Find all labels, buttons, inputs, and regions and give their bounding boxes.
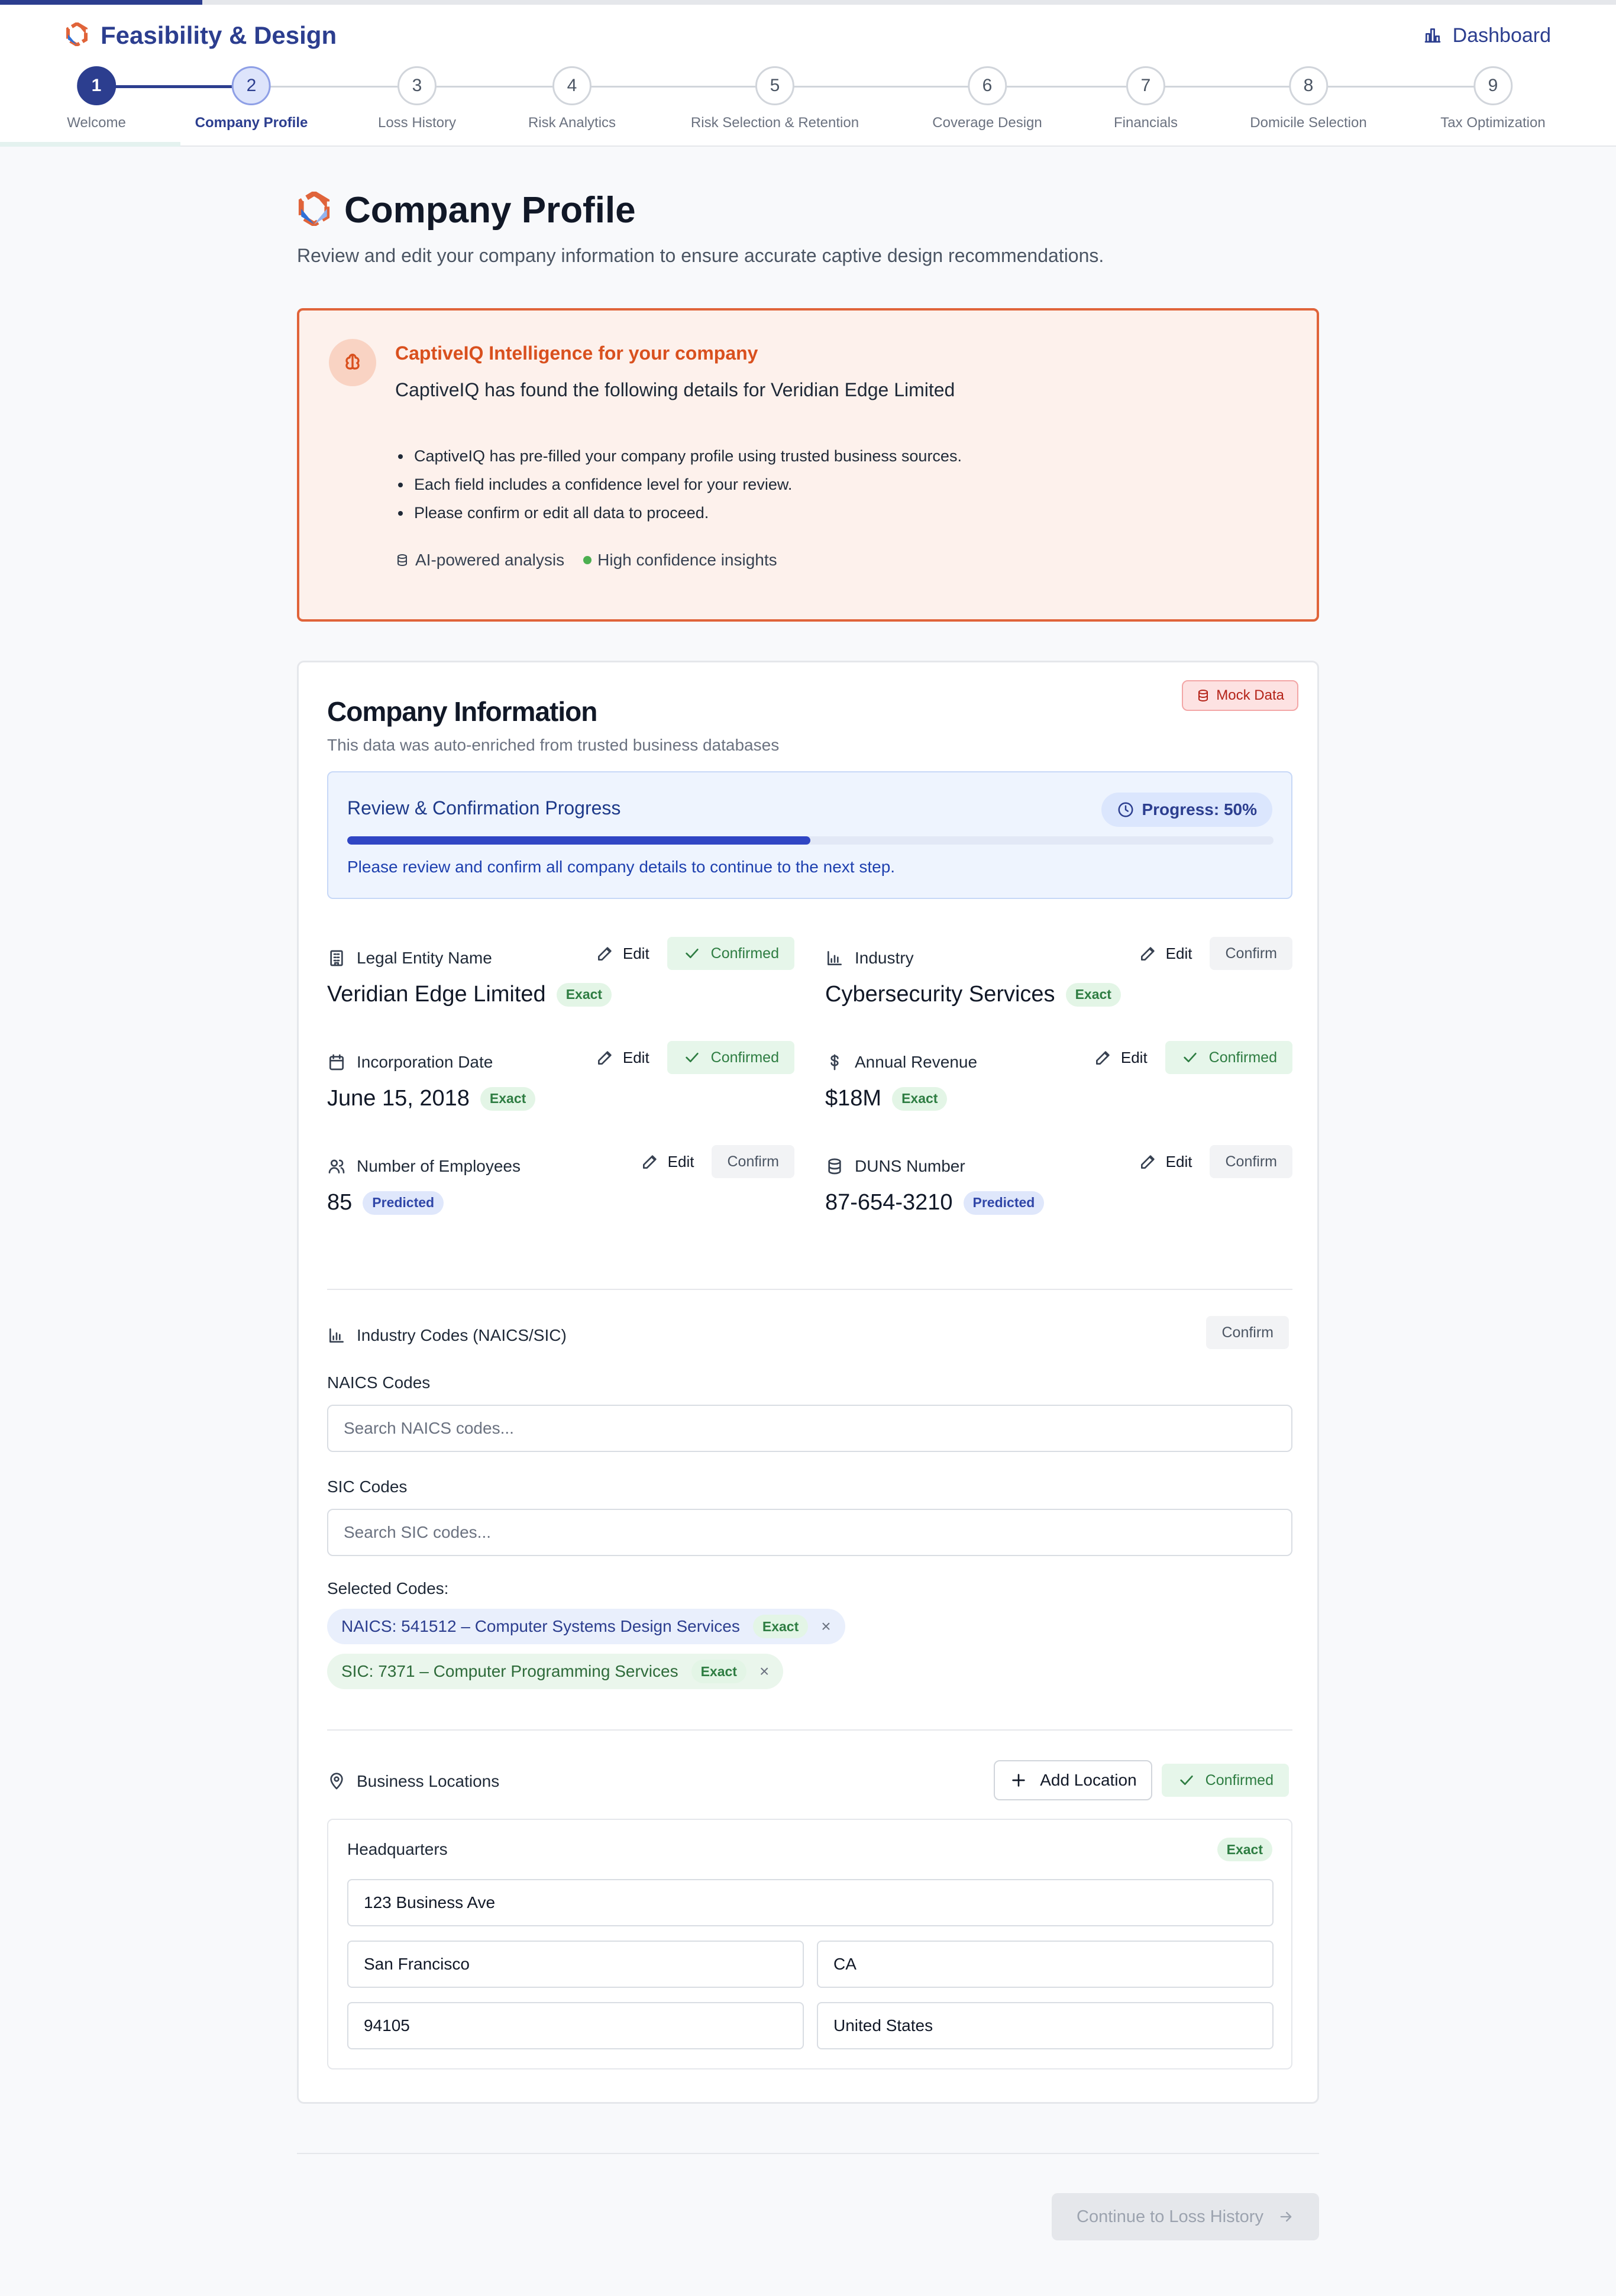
- confirmed-label: Confirmed: [710, 1049, 779, 1066]
- database-icon: [825, 1157, 844, 1176]
- field-actions: [1085, 1041, 1292, 1074]
- ai-analysis-meta: [395, 551, 564, 570]
- selected-codes-label: Selected Codes:: [327, 1579, 449, 1598]
- step-label: Risk Analytics: [528, 115, 616, 131]
- field-label-row: [327, 1157, 521, 1176]
- page-subtitle: Review and edit your company information to ensure accurate captive design recommendations.: [297, 245, 1104, 266]
- confirmed-label: Confirmed: [1208, 1049, 1277, 1066]
- edit-label: Edit: [622, 1048, 649, 1066]
- ai-bullets: [412, 442, 962, 527]
- step-number: 8: [1289, 66, 1328, 105]
- confirmed-label: Confirmed: [710, 945, 779, 962]
- company-info-card: [297, 661, 1319, 2104]
- sic-label: SIC Codes: [327, 1477, 408, 1496]
- field-actions: [1130, 1145, 1292, 1178]
- step-label: Financials: [1113, 115, 1178, 131]
- pencil-icon: [1139, 944, 1158, 963]
- field-value-row: [327, 1086, 535, 1111]
- country-field[interactable]: [817, 2002, 1274, 2049]
- confirmed-badge: [1162, 1764, 1289, 1797]
- clock-icon: [1117, 801, 1135, 819]
- bar-chart-icon: [327, 1326, 346, 1345]
- confidence-tag: Exact: [753, 1615, 808, 1638]
- ai-subheading: CaptiveIQ has found the following details for Veridian Edge Limited: [395, 379, 955, 400]
- plus-icon: [1009, 1771, 1028, 1790]
- step-coverage-design[interactable]: [932, 66, 1042, 131]
- step-number: 4: [552, 66, 592, 105]
- pencil-icon: [596, 944, 615, 963]
- progress-pill-label: Progress: 50%: [1142, 800, 1257, 819]
- section-subtitle: This data was auto-enriched from trusted business databases: [327, 736, 780, 754]
- edit-button[interactable]: [1130, 1145, 1201, 1178]
- confidence-tag: Predicted: [363, 1191, 444, 1215]
- field-label-row: [825, 949, 914, 968]
- field-actions: [587, 1041, 794, 1074]
- naics-search-input[interactable]: [327, 1405, 1292, 1452]
- step-financials[interactable]: [1114, 66, 1178, 131]
- list-item: • CaptiveIQ has pre-filled your company profile using trusted business sources.: [412, 442, 962, 470]
- step-indicator-bar: [0, 142, 180, 147]
- main-content: [297, 183, 1319, 2104]
- map-pin-icon: [327, 1772, 346, 1791]
- field-label: Incorporation Date: [357, 1053, 493, 1071]
- confidence-tag: Exact: [557, 983, 612, 1007]
- confidence-meta: [583, 551, 777, 570]
- field-value: $18M: [825, 1086, 882, 1111]
- progress-bar: [347, 836, 1274, 845]
- check-icon: [683, 944, 702, 963]
- sic-code-chip: [327, 1654, 783, 1689]
- field-value: Cybersecurity Services: [825, 982, 1055, 1007]
- headquarters-card: [327, 1819, 1292, 2069]
- field-actions: [1130, 937, 1292, 970]
- locations-actions: [994, 1760, 1289, 1800]
- field-label-row: [327, 949, 492, 968]
- list-item: • Please confirm or edit all data to proceed.: [412, 499, 962, 527]
- step-number: 3: [397, 66, 437, 105]
- field-label: Legal Entity Name: [357, 949, 492, 967]
- step-domicile-selection[interactable]: [1250, 66, 1366, 131]
- database-icon: [1196, 688, 1210, 703]
- field-label: Number of Employees: [357, 1157, 521, 1175]
- edit-label: Edit: [1165, 944, 1192, 962]
- continue-label: Continue to Loss History: [1077, 2207, 1263, 2226]
- field-value: Veridian Edge Limited: [327, 982, 546, 1007]
- edit-label: Edit: [1120, 1048, 1148, 1066]
- field-label: Annual Revenue: [855, 1053, 978, 1071]
- step-number: 7: [1126, 66, 1165, 105]
- bar-chart-icon: [1423, 26, 1442, 45]
- headquarters-label: Headquarters: [347, 1840, 448, 1858]
- field-label: DUNS Number: [855, 1157, 965, 1175]
- users-icon: [327, 1157, 346, 1176]
- edit-button[interactable]: [587, 1041, 658, 1074]
- confidence-tag: Exact: [691, 1660, 746, 1683]
- confidence-tag: Exact: [892, 1087, 947, 1111]
- pencil-icon: [641, 1152, 660, 1171]
- field-incorporation-date: [327, 1041, 794, 1130]
- dashboard-link[interactable]: [1423, 18, 1551, 53]
- sic-search-input[interactable]: [327, 1509, 1292, 1556]
- field-value-row: [825, 1086, 947, 1111]
- field-duns-number: [825, 1145, 1292, 1234]
- confirmed-badge: [1165, 1041, 1292, 1074]
- confirm-codes-button[interactable]: Confirm: [1206, 1316, 1289, 1349]
- database-icon: [395, 553, 409, 567]
- step-label: Loss History: [377, 115, 457, 131]
- section-title: Company Information: [327, 696, 597, 727]
- dollar-icon: [825, 1053, 844, 1072]
- status-dot-icon: [583, 556, 592, 564]
- naics-code-chip: [327, 1609, 845, 1644]
- field-value: 85: [327, 1190, 353, 1215]
- confirmed-badge: [667, 1041, 794, 1074]
- step-label: Domicile Selection: [1250, 115, 1367, 131]
- check-icon: [683, 1048, 702, 1067]
- step-number: 9: [1473, 66, 1512, 105]
- industry-codes-header: [327, 1326, 567, 1345]
- field-value-row: [825, 982, 1121, 1007]
- list-item: • Each field includes a confidence level for your review.: [412, 470, 962, 499]
- building-icon: [327, 949, 346, 968]
- brand[interactable]: [65, 17, 337, 54]
- field-value-row: [327, 1190, 444, 1215]
- state-field[interactable]: [817, 1941, 1274, 1988]
- divider: [327, 1289, 1292, 1290]
- progress-pill: [1101, 793, 1272, 827]
- calendar-icon: [327, 1053, 346, 1072]
- bar-chart-icon: [825, 949, 844, 968]
- step-company-profile[interactable]: [195, 66, 308, 131]
- ai-insights-panel: [297, 308, 1319, 622]
- progress-note: Please review and confirm all company details to continue to the next step.: [347, 858, 896, 876]
- pencil-icon: [596, 1048, 615, 1067]
- field-label-row: [825, 1157, 965, 1176]
- field-industry: [825, 937, 1292, 1026]
- confidence-tag: Predicted: [964, 1191, 1045, 1215]
- progress-title: Review & Confirmation Progress: [347, 797, 621, 819]
- arrow-right-icon: [1278, 2208, 1294, 2225]
- check-icon: [1177, 1771, 1196, 1790]
- step-welcome[interactable]: [67, 66, 126, 131]
- field-value-row: [327, 982, 612, 1007]
- brain-icon: [329, 339, 376, 386]
- step-label: Coverage Design: [932, 115, 1042, 131]
- step-tax-optimization[interactable]: [1440, 66, 1545, 131]
- step-label: Welcome: [67, 115, 126, 131]
- ai-meta: [395, 551, 777, 570]
- edit-button[interactable]: [1130, 937, 1201, 970]
- city-field[interactable]: [347, 1941, 804, 1988]
- step-number: 5: [755, 66, 794, 105]
- step-label: Company Profile: [195, 115, 308, 131]
- add-location-button[interactable]: [994, 1760, 1152, 1800]
- pencil-icon: [1094, 1048, 1113, 1067]
- field-annual-revenue: [825, 1041, 1292, 1130]
- chip-label: SIC: 7371 – Computer Programming Services: [341, 1662, 678, 1680]
- zip-field[interactable]: [347, 2002, 804, 2049]
- mock-data-badge: [1182, 680, 1298, 711]
- page-header: [297, 183, 1319, 237]
- ai-heading: CaptiveIQ Intelligence for your company: [395, 342, 758, 364]
- chip-label: NAICS: 541512 – Computer Systems Design Services: [341, 1617, 740, 1635]
- step-risk-selection[interactable]: [691, 66, 859, 131]
- step-loss-history[interactable]: [378, 66, 456, 131]
- edit-button[interactable]: [632, 1145, 703, 1178]
- step-risk-analytics[interactable]: [528, 66, 616, 131]
- edit-button[interactable]: [587, 937, 658, 970]
- step-label: Risk Selection & Retention: [690, 115, 859, 131]
- pencil-icon: [1139, 1152, 1158, 1171]
- add-location-label: Add Location: [1040, 1771, 1137, 1789]
- check-icon: [1181, 1048, 1200, 1067]
- confidence-label: High confidence insights: [597, 551, 777, 569]
- edit-label: Edit: [1165, 1152, 1192, 1170]
- logo-icon: [297, 192, 331, 229]
- ai-meta-label: AI-powered analysis: [415, 551, 565, 569]
- confirm-button[interactable]: Confirm: [712, 1145, 794, 1178]
- field-value-row: [825, 1190, 1044, 1215]
- mock-data-label: Mock Data: [1216, 687, 1284, 703]
- field-legal-entity-name: [327, 937, 794, 1026]
- confirm-button[interactable]: Confirm: [1210, 937, 1292, 970]
- street-field[interactable]: [347, 1879, 1274, 1926]
- page-title: Company Profile: [344, 189, 636, 231]
- field-label-row: [825, 1053, 977, 1072]
- step-number: 1: [77, 66, 116, 105]
- close-icon[interactable]: ×: [759, 1662, 770, 1680]
- continue-button[interactable]: [1052, 2193, 1319, 2240]
- field-actions: [587, 937, 794, 970]
- edit-button[interactable]: [1085, 1041, 1156, 1074]
- logo-icon: [65, 22, 89, 49]
- stepper: [0, 66, 1616, 143]
- footer-divider: [297, 2153, 1319, 2154]
- edit-label: Edit: [622, 944, 649, 962]
- field-actions: [632, 1145, 794, 1178]
- confirmed-label: Confirmed: [1205, 1771, 1274, 1789]
- confidence-tag: Exact: [480, 1087, 535, 1111]
- app-header: [0, 5, 1616, 147]
- field-label-row: [327, 1053, 493, 1072]
- confirm-button[interactable]: Confirm: [1210, 1145, 1292, 1178]
- confidence-tag: Exact: [1066, 983, 1121, 1007]
- industry-codes-title: Industry Codes (NAICS/SIC): [357, 1326, 567, 1344]
- field-value: June 15, 2018: [327, 1086, 470, 1111]
- review-progress-panel: [327, 771, 1292, 899]
- app-title: Feasibility & Design: [101, 21, 337, 49]
- progress-bar-fill: [347, 836, 810, 845]
- top-progress-line: [0, 0, 1616, 5]
- confidence-tag: Exact: [1217, 1838, 1272, 1861]
- step-number: 6: [968, 66, 1007, 105]
- divider: [327, 1729, 1292, 1731]
- locations-title: Business Locations: [357, 1772, 500, 1790]
- field-label: Industry: [855, 949, 914, 967]
- edit-label: Edit: [667, 1152, 694, 1170]
- field-value: 87-654-3210: [825, 1190, 953, 1215]
- naics-label: NAICS Codes: [327, 1373, 431, 1392]
- dashboard-label: Dashboard: [1452, 24, 1551, 47]
- field-number-of-employees: [327, 1145, 794, 1234]
- step-label: Tax Optimization: [1440, 115, 1546, 131]
- step-number: 2: [232, 66, 271, 105]
- confirmed-badge: [667, 937, 794, 970]
- locations-header: [327, 1772, 499, 1791]
- close-icon[interactable]: ×: [821, 1617, 831, 1635]
